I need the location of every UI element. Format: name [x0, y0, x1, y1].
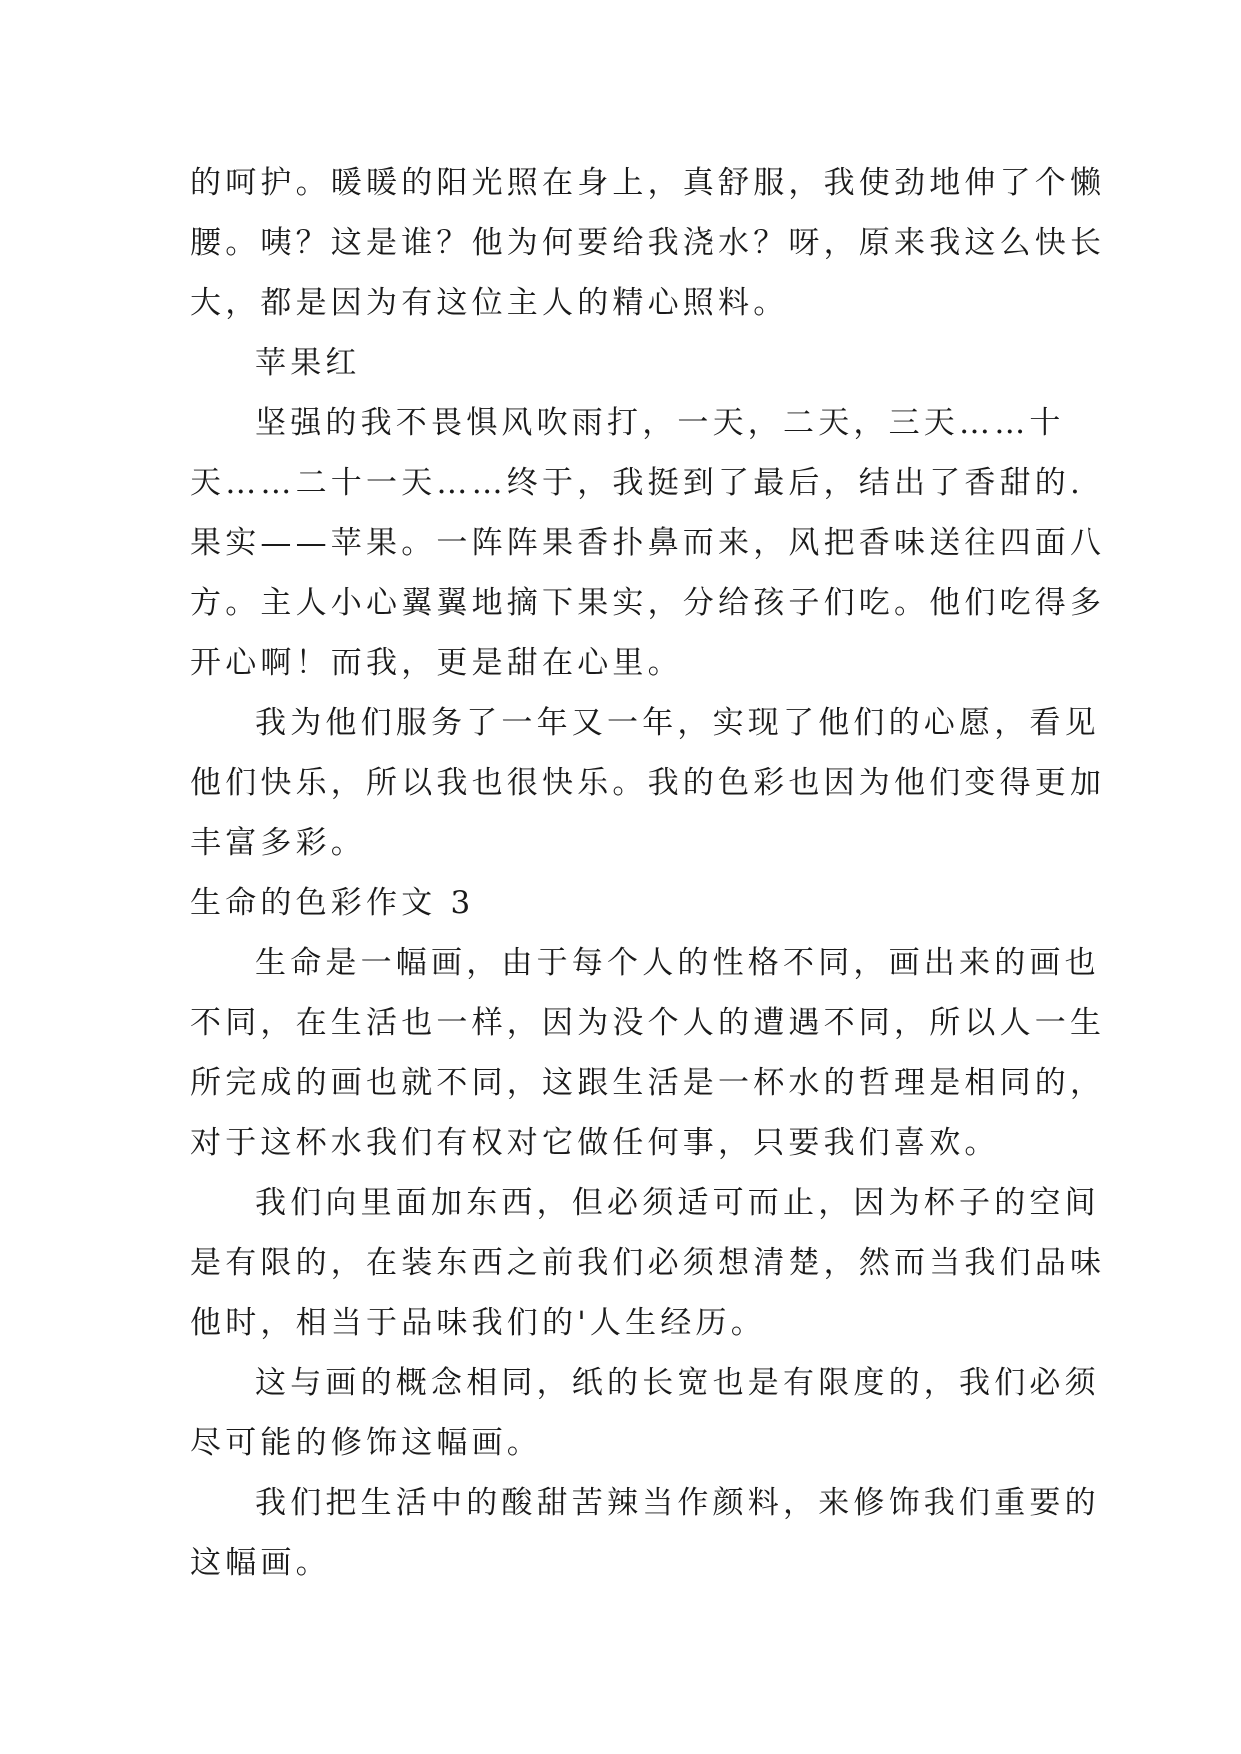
text-line: 他们快乐，所以我也很快乐。我的色彩也因为他们变得更加: [190, 765, 1106, 801]
article-title: 生命的色彩作文 3: [190, 885, 475, 921]
text-line: 方。主人小心翼翼地摘下果实，分给孩子们吃。他们吃得多: [190, 585, 1106, 621]
text-line: 坚强的我不畏惧风吹雨打，一天，二天，三天……十: [255, 405, 1065, 441]
text-line: 所完成的画也就不同，这跟生活是一杯水的哲理是相同的，: [190, 1065, 1106, 1101]
text-line: 不同，在生活也一样，因为没个人的遭遇不同，所以人一生: [190, 1005, 1106, 1041]
text-line: 对于这杯水我们有权对它做任何事，只要我们喜欢。: [190, 1125, 1000, 1161]
text-line: 这与画的概念相同，纸的长宽也是有限度的，我们必须: [255, 1365, 1100, 1401]
text-line: 果实——苹果。一阵阵果香扑鼻而来，风把香味送往四面八: [190, 525, 1106, 561]
text-line: 我们向里面加东西，但必须适可而止，因为杯子的空间: [255, 1185, 1100, 1221]
section-heading: 苹果红: [255, 345, 361, 381]
text-line: 他时，相当于品味我们的'人生经历。: [190, 1305, 766, 1341]
text-line: 这幅画。: [190, 1545, 331, 1581]
text-line: 丰富多彩。: [190, 825, 366, 861]
text-line: 是有限的，在装东西之前我们必须想清楚，然而当我们品味: [190, 1245, 1106, 1281]
text-line: 的呵护。暖暖的阳光照在身上，真舒服，我使劲地伸了个懒: [190, 165, 1106, 201]
text-line: 我为他们服务了一年又一年，实现了他们的心愿，看见: [255, 705, 1100, 741]
text-line: 大，都是因为有这位主人的精心照料。: [190, 285, 789, 321]
text-line: 开心啊！而我，更是甜在心里。: [190, 645, 683, 681]
text-line: 天……二十一天……终于，我挺到了最后，结出了香甜的.: [190, 465, 1085, 501]
text-line: 我们把生活中的酸甜苦辣当作颜料，来修饰我们重要的: [255, 1485, 1100, 1521]
text-line: 生命是一幅画，由于每个人的性格不同，画出来的画也: [255, 945, 1100, 981]
text-line: 腰。咦？这是谁？他为何要给我浇水？呀，原来我这么快长: [190, 225, 1106, 261]
text-line: 尽可能的修饰这幅画。: [190, 1425, 542, 1461]
